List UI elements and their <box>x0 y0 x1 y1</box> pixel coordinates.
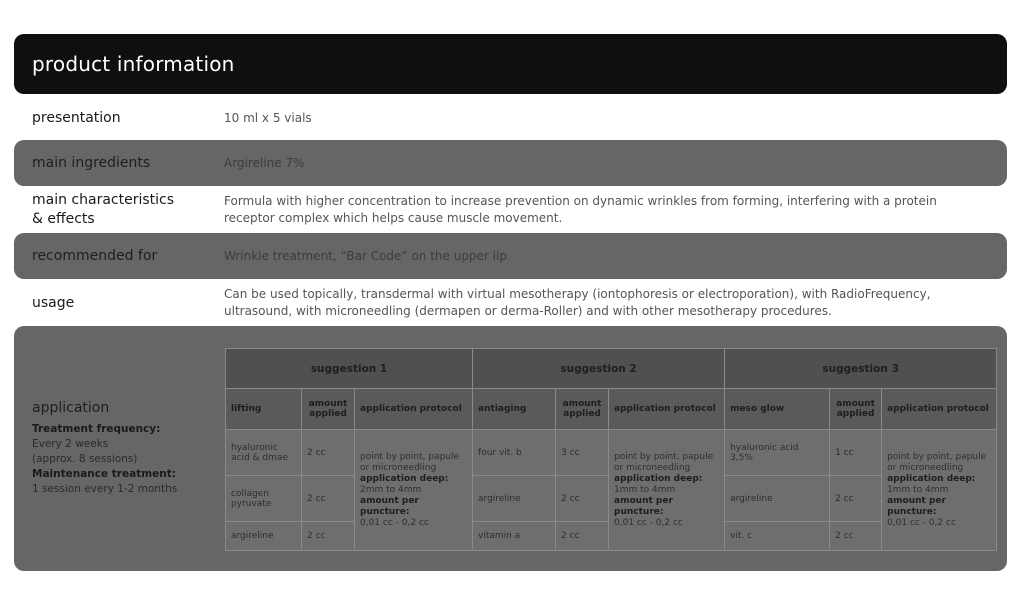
ingredient-amount: 3 cc <box>556 430 609 476</box>
characteristics-value: Formula with higher concentration to increase prevention on dynamic wrinkles from forming, interfering with a protein receptor complex which helps cause muscle movement. <box>224 194 937 225</box>
characteristics-label-line1: main characteristics <box>32 192 175 208</box>
usage-label: usage <box>32 294 75 311</box>
protocol-puncture-value: 0,01 cc - 0,2 cc <box>614 517 683 528</box>
protocol-deep-value: 2mm to 4mm <box>360 484 422 495</box>
protocol-deep-label: application deep: <box>360 473 449 484</box>
amount-header: amount applied <box>302 389 355 430</box>
ingredient-amount: 2 cc <box>302 476 355 522</box>
ingredient-name: argireline <box>725 476 830 522</box>
usage-value: Can be used topically, transdermal with virtual mesotherapy (iontophoresis or electroporation), with RadioFrequency, ultrasound, with microneedling (dermapen or derma-Roller) and with other mesotherapy procedures. <box>224 287 931 318</box>
row-presentation <box>14 98 1007 138</box>
ingredient-name: argireline <box>473 476 556 522</box>
ingredients-label: main ingredients <box>32 154 151 171</box>
page-title: product information <box>32 52 235 76</box>
protocol-puncture-label: amount per puncture: <box>887 495 946 517</box>
protocol-header: application protocol <box>882 389 997 430</box>
row-main-ingredients <box>14 140 1007 186</box>
ingredient-amount: 2 cc <box>556 522 609 551</box>
ingredient-amount: 2 cc <box>830 476 882 522</box>
frequency-line-2: (approx. 8 sessions) <box>32 453 138 465</box>
row-usage <box>14 281 1007 325</box>
presentation-value: 10 ml x 5 vials <box>224 110 312 125</box>
row-characteristics <box>14 188 1007 232</box>
protocol-text: point by point, papule or microneedling <box>614 451 714 473</box>
ingredient-amount: 1 cc <box>830 430 882 476</box>
suggestions-table <box>225 348 997 551</box>
table-row <box>226 430 997 476</box>
protocol-deep-label: application deep: <box>614 473 703 484</box>
protocol-deep-value: 1mm to 4mm <box>887 484 949 495</box>
protocol-text: point by point, papule or microneedling <box>887 451 987 473</box>
protocol-header: application protocol <box>355 389 473 430</box>
header-bar <box>14 34 1007 94</box>
ingredients-value: Argireline 7% <box>224 155 305 170</box>
amount-header: amount applied <box>556 389 609 430</box>
maintenance-value: 1 session every 1-2 months <box>32 483 178 495</box>
ingredient-name: four vit. b <box>473 430 556 476</box>
protocol-deep-label: application deep: <box>887 473 976 484</box>
ingredient-name: argireline <box>226 522 302 551</box>
suggestion-1-type: lifting <box>226 389 302 430</box>
frequency-line-1: Every 2 weeks <box>32 438 109 450</box>
ingredient-amount: 2 cc <box>302 430 355 476</box>
protocol-puncture-value: 0,01 cc - 0,2 cc <box>887 517 956 528</box>
maintenance-label: Maintenance treatment: <box>32 468 176 480</box>
application-title: application <box>32 400 110 416</box>
suggestion-2-title: suggestion 2 <box>473 349 725 389</box>
protocol-puncture-value: 0,01 cc - 0,2 cc <box>360 517 429 528</box>
ingredient-amount: 2 cc <box>830 522 882 551</box>
suggestion-1-title: suggestion 1 <box>226 349 473 389</box>
frequency-label: Treatment frequency: <box>32 423 161 435</box>
protocol-deep-value: 1mm to 4mm <box>614 484 676 495</box>
protocol-text: point by point, papule or microneedling <box>360 451 460 473</box>
recommended-value: Wrinkle treatment, “Bar Code” on the upper lip <box>224 248 507 263</box>
application-panel <box>14 326 1007 571</box>
suggestion-2-protocol <box>609 430 725 551</box>
ingredient-name: vitamin a <box>473 522 556 551</box>
ingredient-name: vit. c <box>725 522 830 551</box>
row-recommended <box>14 233 1007 279</box>
column-header-row <box>226 389 997 430</box>
characteristics-label-line2: & effects <box>32 211 95 227</box>
ingredient-name: collagen pyruvate <box>226 476 302 522</box>
presentation-label: presentation <box>32 109 121 126</box>
suggestion-3-protocol <box>882 430 997 551</box>
recommended-label: recommended for <box>32 247 158 264</box>
suggestion-3-type: meso glow <box>725 389 830 430</box>
ingredient-amount: 2 cc <box>556 476 609 522</box>
suggestion-2-type: antiaging <box>473 389 556 430</box>
suggestion-1-protocol <box>355 430 473 551</box>
ingredient-amount: 2 cc <box>302 522 355 551</box>
characteristics-label <box>14 191 224 229</box>
protocol-puncture-label: amount per puncture: <box>360 495 419 517</box>
ingredient-name: hyaluronic acid 3,5% <box>725 430 830 476</box>
suggestion-3-title: suggestion 3 <box>725 349 997 389</box>
protocol-puncture-label: amount per puncture: <box>614 495 673 517</box>
amount-header: amount applied <box>830 389 882 430</box>
protocol-header: application protocol <box>609 389 725 430</box>
application-summary <box>32 400 222 497</box>
ingredient-name: hyaluronic acid & dmae <box>226 430 302 476</box>
suggestion-title-row <box>226 349 997 389</box>
